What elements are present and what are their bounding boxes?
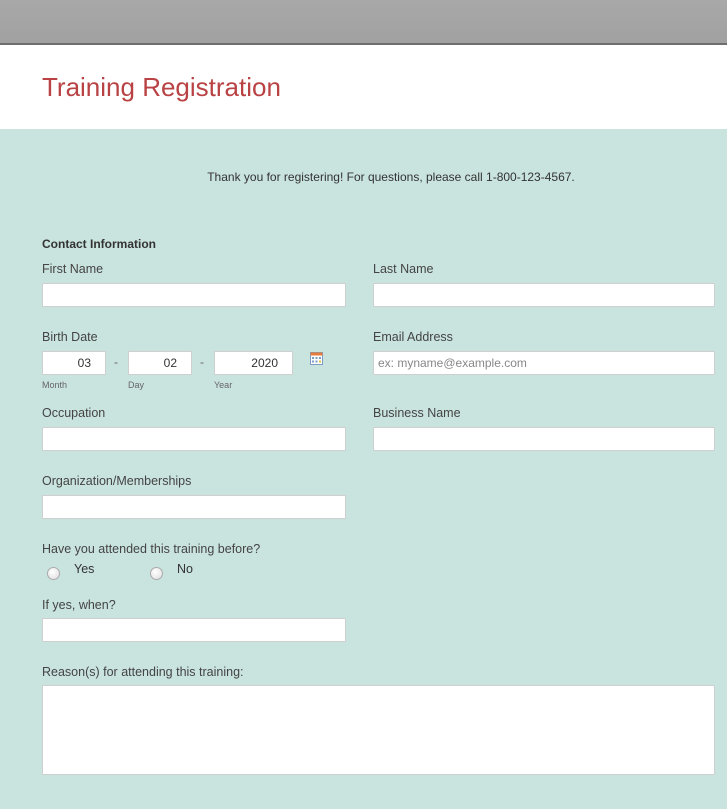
intro-text: Thank you for registering! For questions, please call 1-800-123-4567. <box>207 170 575 184</box>
if-yes-label: If yes, when? <box>42 598 116 612</box>
date-separator: - <box>114 355 118 369</box>
email-label: Email Address <box>373 330 453 344</box>
day-sublabel: Day <box>128 380 145 390</box>
birth-year-input[interactable] <box>214 351 293 375</box>
occupation-label: Occupation <box>42 406 106 420</box>
birth-day-input[interactable] <box>128 351 192 375</box>
contact-information-heading: Contact Information <box>42 237 156 251</box>
business-name-input[interactable] <box>373 427 715 451</box>
first-name-label: First Name <box>42 262 104 276</box>
radio-no[interactable] <box>150 567 163 580</box>
radio-no-label[interactable]: No <box>177 562 193 576</box>
calendar-icon[interactable] <box>310 352 323 365</box>
organization-label: Organization/Memberships <box>42 474 192 488</box>
birth-month-input[interactable] <box>42 351 106 375</box>
occupation-input[interactable] <box>42 427 346 451</box>
month-sublabel: Month <box>42 380 68 390</box>
if-yes-input[interactable] <box>42 618 346 642</box>
radio-yes-label[interactable]: Yes <box>74 562 95 576</box>
organization-input[interactable] <box>42 495 346 519</box>
reasons-textarea[interactable] <box>42 685 715 775</box>
attended-question: Have you attended this training before? <box>42 542 261 556</box>
form-header <box>0 45 727 129</box>
last-name-label: Last Name <box>373 262 434 276</box>
business-name-label: Business Name <box>373 406 461 420</box>
reasons-label: Reason(s) for attending this training: <box>42 665 244 679</box>
year-sublabel: Year <box>214 380 233 390</box>
email-input[interactable] <box>373 351 715 375</box>
date-separator: - <box>200 355 204 369</box>
birth-date-label: Birth Date <box>42 330 98 344</box>
page-title: Training Registration <box>42 72 281 102</box>
first-name-input[interactable] <box>42 283 346 307</box>
browser-top-bar <box>0 0 727 45</box>
radio-yes[interactable] <box>47 567 60 580</box>
last-name-input[interactable] <box>373 283 715 307</box>
